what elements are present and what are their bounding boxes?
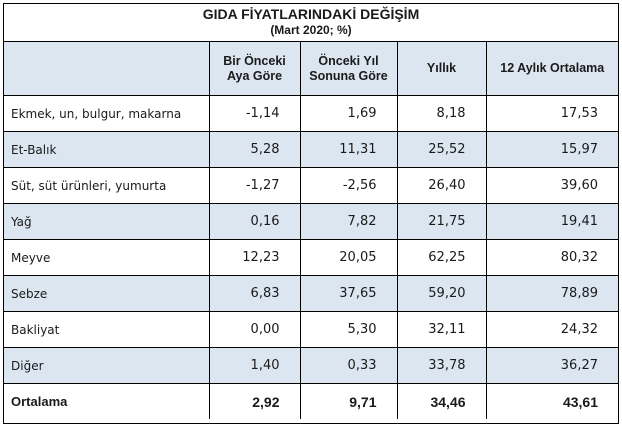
cell-monthly: 12,23 <box>209 240 300 276</box>
table-row <box>4 204 618 240</box>
total-monthly: 2,92 <box>209 384 300 420</box>
cell-annual: 59,20 <box>397 276 486 312</box>
total-label: Ortalama <box>4 384 209 420</box>
cell-12m-average: 80,32 <box>486 240 618 276</box>
cell-annual: 62,25 <box>397 240 486 276</box>
food-price-table <box>4 42 618 419</box>
cell-monthly: -1,14 <box>209 96 300 132</box>
price-change-table-panel <box>3 3 619 424</box>
table-row <box>4 240 618 276</box>
cell-12m-average: 39,60 <box>486 168 618 204</box>
header-cell-12m-average: 12 Aylık Ortalama <box>486 42 618 96</box>
table-title-block <box>4 4 618 42</box>
cell-ytd: 5,30 <box>300 312 397 348</box>
cell-monthly: -1,27 <box>209 168 300 204</box>
cell-annual: 8,18 <box>397 96 486 132</box>
total-ytd: 9,71 <box>300 384 397 420</box>
cell-12m-average: 19,41 <box>486 204 618 240</box>
row-label: Et-Balık <box>4 132 209 168</box>
row-label: Süt, süt ürünleri, yumurta <box>4 168 209 204</box>
total-12m-average: 43,61 <box>486 384 618 420</box>
cell-monthly: 6,83 <box>209 276 300 312</box>
row-label: Bakliyat <box>4 312 209 348</box>
cell-monthly: 0,00 <box>209 312 300 348</box>
cell-annual: 21,75 <box>397 204 486 240</box>
header-row <box>4 42 618 96</box>
row-label: Ekmek, un, bulgur, makarna <box>4 96 209 132</box>
cell-annual: 25,52 <box>397 132 486 168</box>
row-label: Sebze <box>4 276 209 312</box>
cell-monthly: 0,16 <box>209 204 300 240</box>
table-row <box>4 312 618 348</box>
cell-ytd: -2,56 <box>300 168 397 204</box>
cell-monthly: 5,28 <box>209 132 300 168</box>
table-row <box>4 348 618 384</box>
row-label: Yağ <box>4 204 209 240</box>
row-label: Meyve <box>4 240 209 276</box>
cell-ytd: 20,05 <box>300 240 397 276</box>
cell-annual: 33,78 <box>397 348 486 384</box>
cell-ytd: 1,69 <box>300 96 397 132</box>
table-row <box>4 276 618 312</box>
table-subtitle: (Mart 2020; %) <box>270 23 352 37</box>
total-annual: 34,46 <box>397 384 486 420</box>
cell-12m-average: 24,32 <box>486 312 618 348</box>
total-row <box>4 384 618 420</box>
table-row <box>4 96 618 132</box>
cell-annual: 32,11 <box>397 312 486 348</box>
cell-12m-average: 17,53 <box>486 96 618 132</box>
cell-12m-average: 36,27 <box>486 348 618 384</box>
cell-ytd: 11,31 <box>300 132 397 168</box>
table-row <box>4 168 618 204</box>
table-title: GIDA FİYATLARINDAKİ DEĞİŞİM <box>202 6 420 22</box>
cell-ytd: 0,33 <box>300 348 397 384</box>
header-cell-annual: Yıllık <box>397 42 486 96</box>
cell-annual: 26,40 <box>397 168 486 204</box>
cell-ytd: 37,65 <box>300 276 397 312</box>
header-cell-category <box>4 42 209 96</box>
header-cell-ytd: Önceki Yıl Sonuna Göre <box>300 42 397 96</box>
cell-ytd: 7,82 <box>300 204 397 240</box>
cell-12m-average: 15,97 <box>486 132 618 168</box>
cell-monthly: 1,40 <box>209 348 300 384</box>
header-cell-monthly: Bir Önceki Aya Göre <box>209 42 300 96</box>
table-row <box>4 132 618 168</box>
cell-12m-average: 78,89 <box>486 276 618 312</box>
row-label: Diğer <box>4 348 209 384</box>
